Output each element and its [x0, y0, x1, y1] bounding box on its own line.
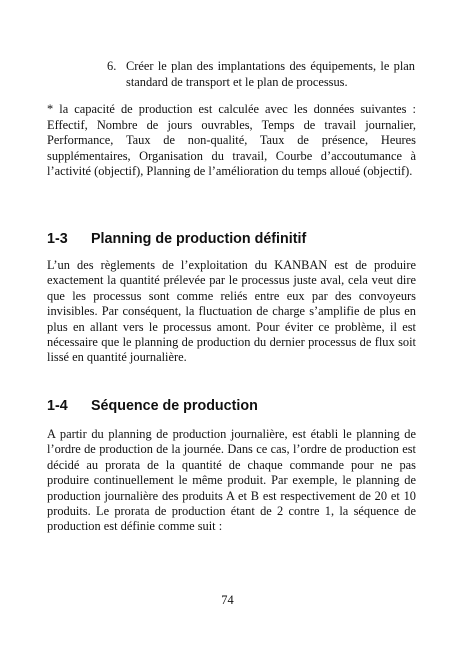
section-heading-1-4: [47, 397, 417, 415]
section-number: 1-3: [47, 231, 68, 247]
capacity-footnote: * la capacité de production est calculée avec les données suivantes : Effectif, Nombre de jours ouvrables, Temps de travail journalier, Performance, Taux de non-qualité, Taux de présence, Heures supplémentaires, Organisation du travail, Courbe d’accoutumance à l’activité (objectif), Planning de l’amélioration du temps alloué (objectif).: [47, 102, 416, 178]
section-1-3-paragraph: L’un des règlements de l’exploitation du KANBAN est de produire exactement la quantité prélevée par le processus juste aval, cela veut dire que les processus sont comme reliés entre eux par des convoyeurs invisibles. Par conséquent, la fluctuation de charge s’amplifie de plus en plus en allant vers le processus amont. Pour éviter ce problème, il est nécessaire que le planning de production du dernier processus de flux soit lissé en quantité journalière.: [47, 258, 416, 365]
section-number: 1-4: [47, 398, 68, 414]
list-item-number: 6.: [107, 59, 117, 73]
numbered-list-item: [107, 59, 415, 90]
section-title: Planning de production définitif: [91, 231, 307, 247]
section-1-4-paragraph: A partir du planning de production journalière, est établi le planning de l’ordre de production de la journée. Dans ce cas, l’ordre de production est décidé au prorata de la quantité de chaque commande pour ne pas produire continuellement le même produit. Par exemple, le planning de production journalière des produits A et B est respectivement de 20 et 10 produits. Le prorata de production étant de 2 contre 1, la séquence de production est définie comme suit :: [47, 427, 416, 534]
section-title: Séquence de production: [91, 398, 258, 414]
list-item-text: Créer le plan des implantations des équipements, le plan standard de transport et le plan de processus.: [126, 59, 415, 89]
page-number: 74: [221, 593, 234, 607]
section-heading-1-3: [47, 230, 417, 248]
